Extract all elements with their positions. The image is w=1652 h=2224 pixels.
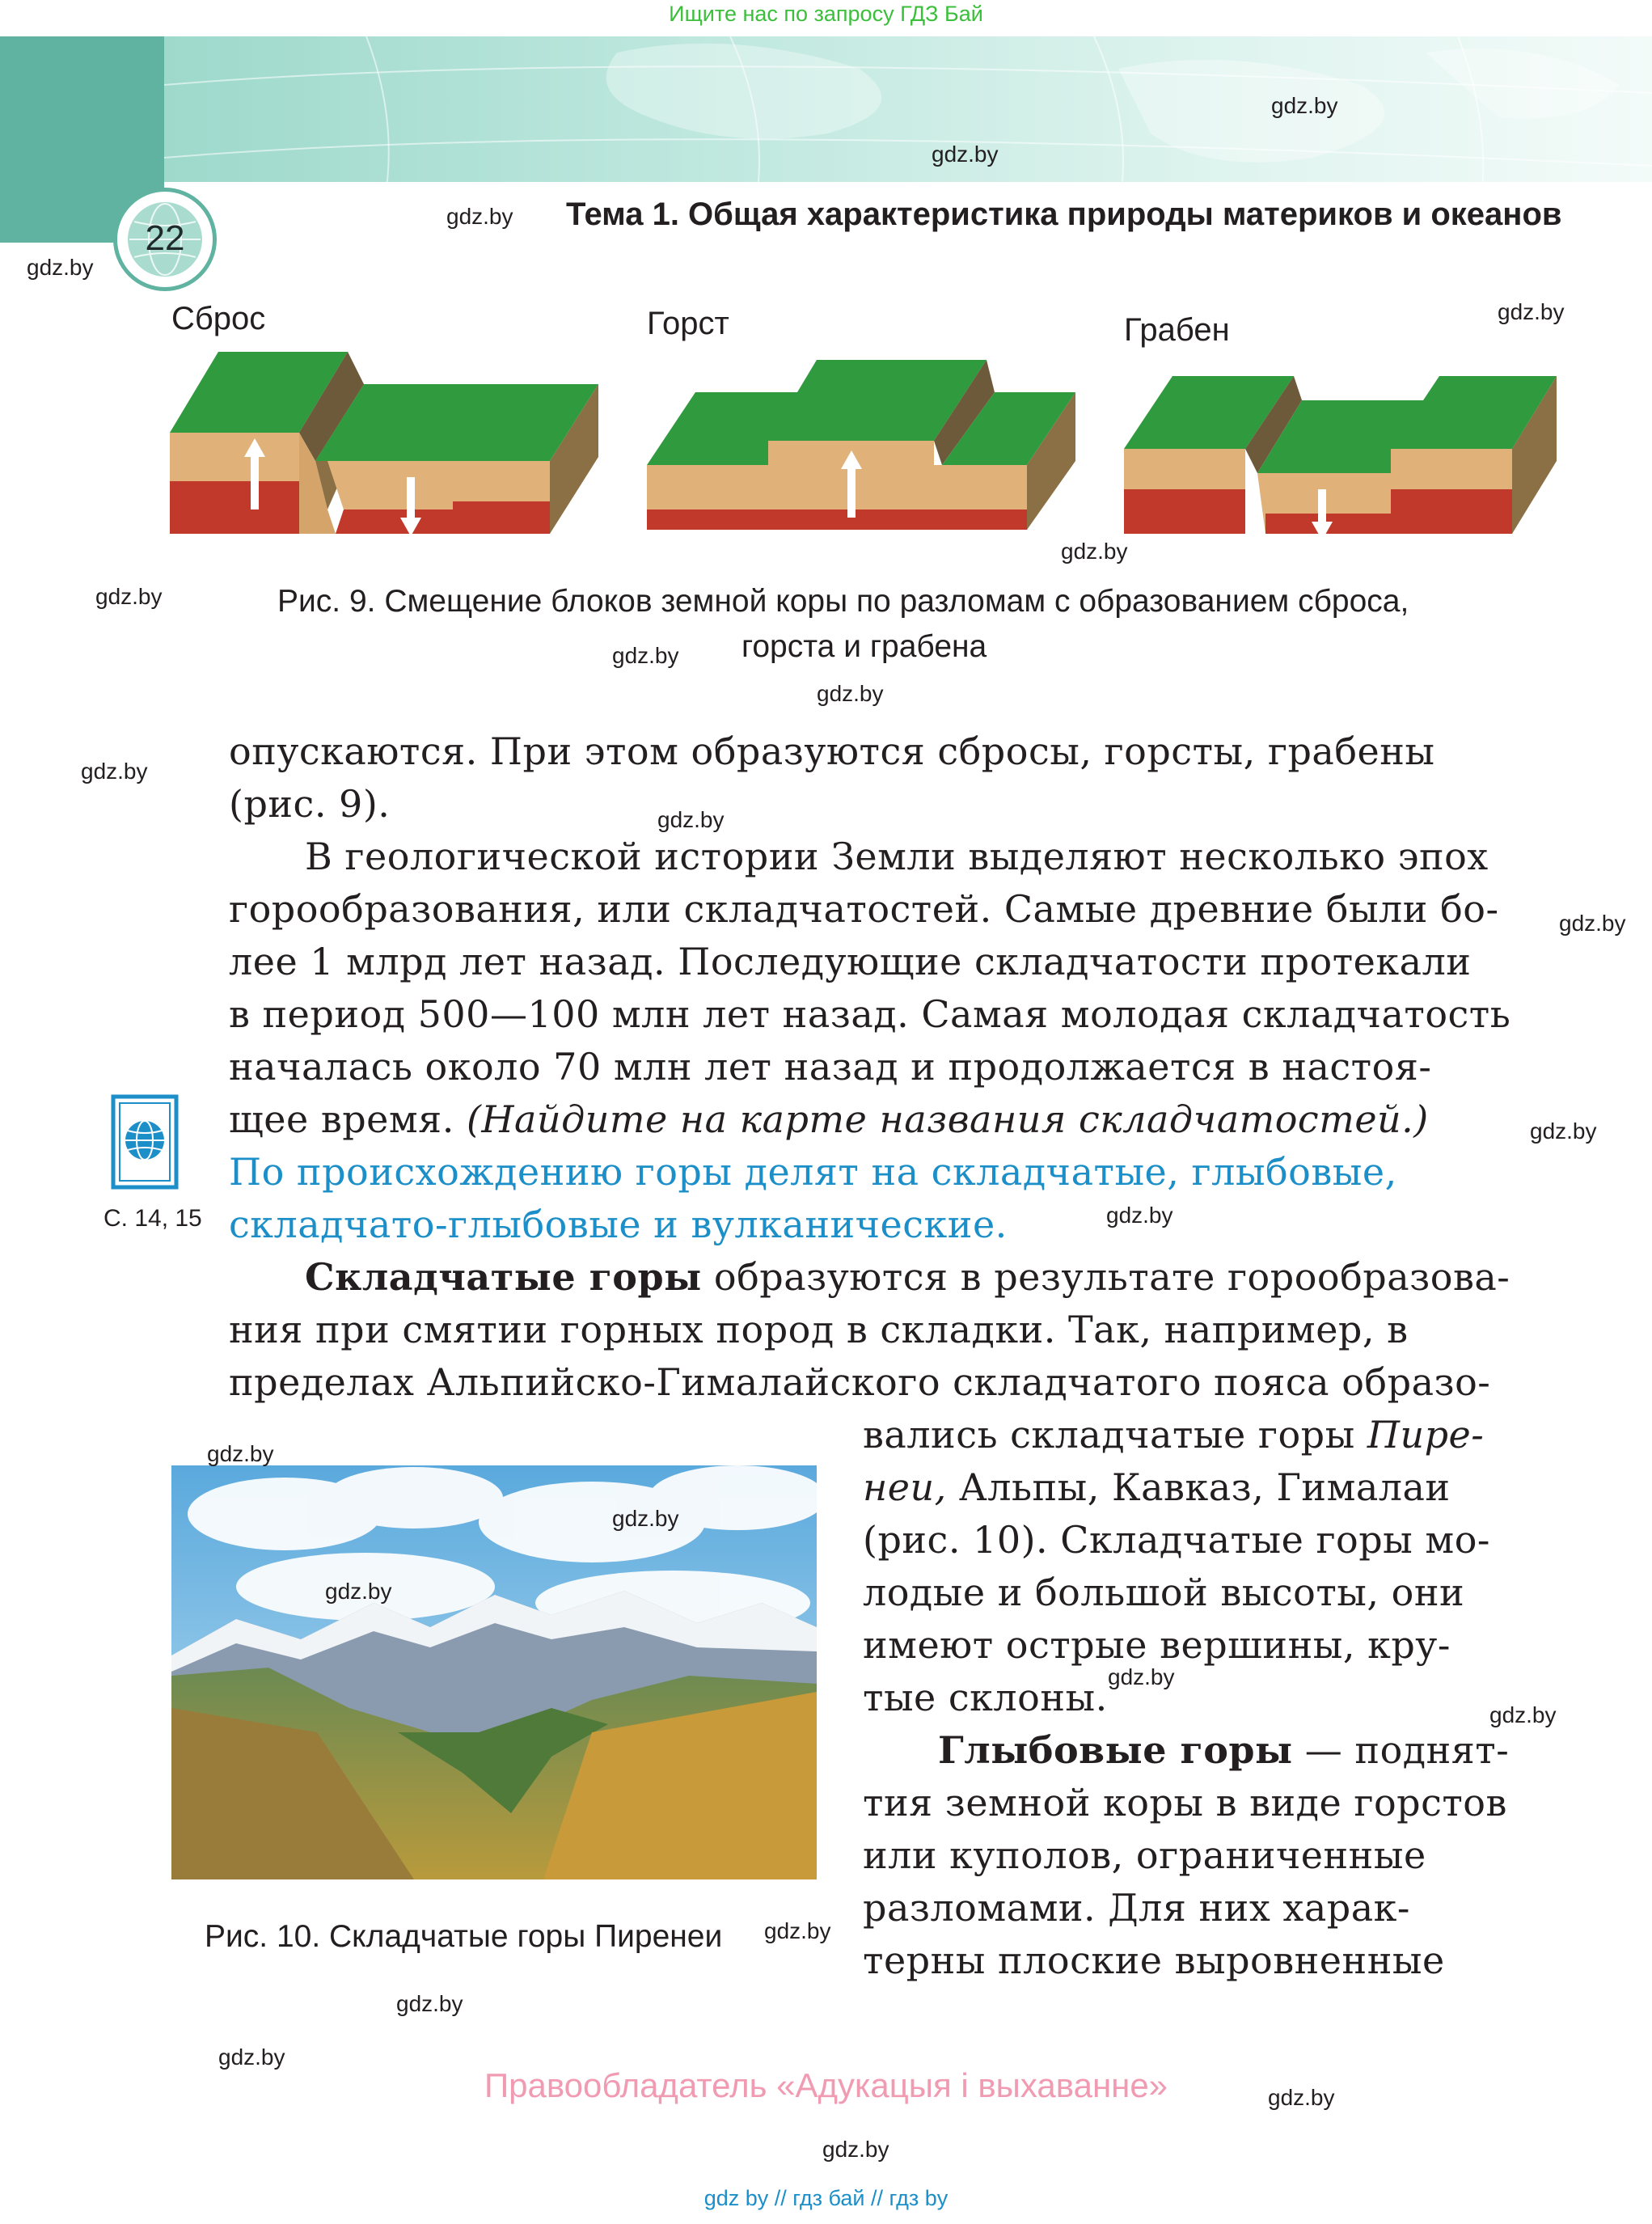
- text-line-rest: — поднят-: [1292, 1728, 1510, 1772]
- pyrenees-photo: [171, 1465, 817, 1879]
- fault-diagram-graben: [1124, 356, 1557, 542]
- watermark: gdz.by: [1498, 299, 1565, 324]
- text-line: терны плоские выровненные: [863, 1939, 1445, 1982]
- watermark: gdz.by: [218, 2044, 285, 2070]
- watermark: gdz.by: [1559, 911, 1626, 936]
- watermark: gdz.by: [1108, 1664, 1175, 1689]
- blue-text-line: [229, 1146, 1397, 1199]
- watermark: gdz.by: [1106, 1203, 1173, 1228]
- watermark: gdz.by: [764, 1918, 831, 1943]
- text-line: [863, 1461, 1451, 1514]
- text-line-rest: Альпы, Кавказ, Гималаи: [946, 1465, 1451, 1509]
- watermark: gdz.by: [822, 2137, 889, 2162]
- text-line: горообразования, или складчатостей. Самые древние были бо-: [229, 887, 1499, 931]
- text-line-plain: вались складчатые горы: [863, 1413, 1367, 1457]
- figure9-caption-line1: Рис. 9. Смещение блоков земной коры по разломам с образованием сброса,: [277, 584, 1409, 619]
- blue-definition-line2: складчато-глыбовые и вулканические.: [229, 1203, 1008, 1246]
- text-italic: Пире-: [1367, 1413, 1485, 1457]
- text-italic: неи,: [863, 1465, 947, 1509]
- figure9-label-graben: Грабен: [1124, 312, 1230, 348]
- copyright-notice: Правообладатель «Адукацыя і выхаванне»: [484, 2066, 1168, 2104]
- figure10-caption: Рис. 10. Складчатые горы Пиренеи: [205, 1919, 723, 1954]
- term-block-mountains: Глыбовые горы: [938, 1728, 1293, 1772]
- text-line: тия земной коры в виде горстов: [863, 1781, 1507, 1824]
- mountains-image: [171, 1465, 817, 1879]
- watermark: gdz.by: [1271, 93, 1338, 118]
- watermark: gdz.by: [207, 1441, 274, 1466]
- figure9-label-gorst: Горст: [647, 306, 729, 341]
- watermark: gdz.by: [932, 142, 999, 167]
- text-line: опускаются. При этом образуются сбросы, горсты, грабены: [229, 729, 1435, 773]
- text-line: разломами. Для них харак-: [863, 1886, 1410, 1930]
- watermark: gdz.by: [1061, 539, 1128, 564]
- blue-definition-line1: По происхождению горы делят на складчатые, глыбовые,: [229, 1150, 1397, 1194]
- topic-title: Тема 1. Общая характеристика природы материков и океанов: [566, 197, 1562, 232]
- watermark: gdz.by: [396, 1991, 463, 2016]
- text-line: [229, 1093, 1429, 1146]
- watermark: gdz.by: [612, 1506, 679, 1531]
- text-line: [863, 1409, 1484, 1461]
- text-line: тые склоны.: [863, 1676, 1108, 1719]
- text-line-rest: образуются в результате горообразова-: [701, 1255, 1510, 1299]
- text-line: имеют острые вершины, кру-: [863, 1623, 1451, 1667]
- text-line: началась около 70 млн лет назад и продолжается в настоя-: [229, 1045, 1432, 1089]
- watermark: gdz.by: [1268, 2085, 1335, 2110]
- watermark: gdz.by: [817, 681, 884, 706]
- watermark: gdz.by: [446, 204, 513, 229]
- text-line: пределах Альпийско-Гималайского складчатого пояса образо-: [229, 1360, 1491, 1404]
- text-line: (рис. 10). Складчатые горы мо-: [863, 1518, 1490, 1562]
- footer-links[interactable]: gdz by // гдз бай // гдз by: [703, 2186, 949, 2210]
- text-line: [305, 1251, 1510, 1304]
- watermark: gdz.by: [325, 1579, 392, 1604]
- watermark: gdz.by: [1530, 1118, 1597, 1144]
- watermark: gdz.by: [81, 759, 148, 784]
- fault-diagram-sbros: [170, 348, 606, 538]
- text-line: В геологической истории Земли выделяют несколько эпох: [305, 835, 1489, 878]
- watermark: gdz.by: [95, 584, 163, 609]
- page-number: 22: [145, 218, 185, 258]
- text-line: [938, 1724, 1509, 1777]
- watermark: gdz.by: [1489, 1702, 1557, 1727]
- search-hint: Ищите нас по запросу ГДЗ Бай: [669, 2, 983, 26]
- atlas-page-ref: С. 14, 15: [104, 1205, 202, 1232]
- figure9-caption-line2: горста и грабена: [741, 629, 987, 664]
- text-line: (рис. 9).: [229, 782, 391, 826]
- text-line: лодые и большой высоты, они: [863, 1571, 1465, 1614]
- blue-text-line: [229, 1199, 1008, 1251]
- watermark: gdz.by: [657, 807, 725, 832]
- atlas-globe-icon: [108, 1093, 183, 1192]
- text-line: или куполов, ограниченные: [863, 1833, 1426, 1877]
- watermark: gdz.by: [27, 255, 94, 280]
- text-line-plain: щее время.: [229, 1097, 467, 1141]
- map-task-italic: (Найдите на карте названия складчатостей.): [466, 1097, 1429, 1141]
- text-line: в период 500—100 млн лет назад. Самая молодая складчатость: [229, 992, 1511, 1036]
- text-line: ния при смятии горных пород в складки. Так, например, в: [229, 1308, 1409, 1351]
- text-line: лее 1 млрд лет назад. Последующие складчатости протекали: [229, 940, 1472, 983]
- fault-diagram-gorst: [647, 356, 1080, 534]
- figure9-label-sbros: Сброс: [171, 301, 266, 336]
- watermark: gdz.by: [612, 643, 679, 668]
- term-folded-mountains: Складчатые горы: [305, 1255, 702, 1299]
